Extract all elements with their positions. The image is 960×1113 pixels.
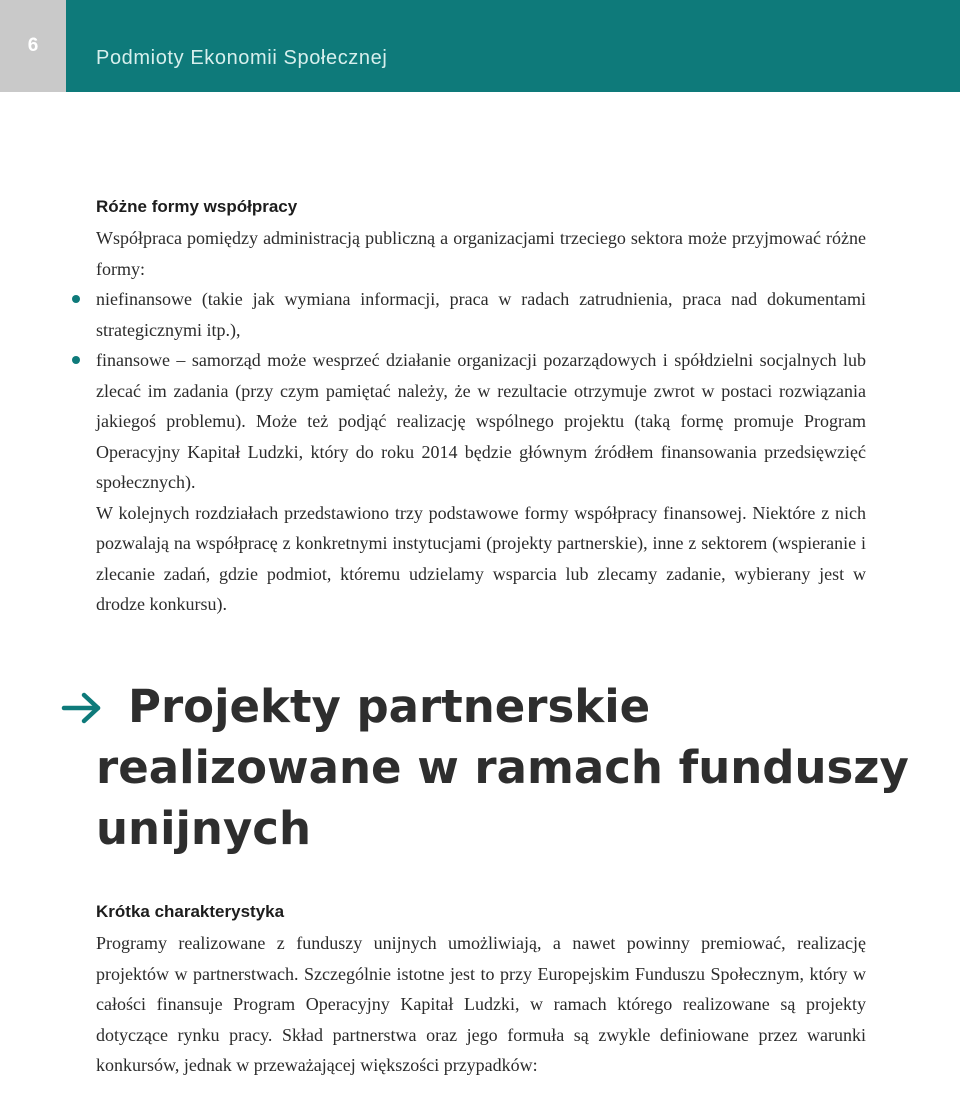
running-title: Podmioty Ekonomii Społecznej (96, 47, 388, 69)
list-item (96, 284, 866, 345)
heading-line-2: realizowane w ramach funduszy (96, 741, 909, 794)
list-item-text: finansowe – samorząd może wesprzeć działanie organizacji pozarządowych i spółdzielni socjalnych lub zlecać im zadania (przy czym pamiętać należy, że w rezultacie otrzymuje zwrot w postaci rozwiązania jakiegoś problemu). Może też podjąć realizację wspólnego projektu (taką formę promuje Program Operacyjny Kapitał Ludzki, który do roku 2014 będzie głównym źródłem finansowania przedsięwzięć społecznych). (96, 350, 866, 492)
closing-paragraph: W kolejnych rozdziałach przedstawiono trzy podstawowe formy współpracy finansowej. Niektóre z nich pozwalają na współpracę z konkretnymi instytucjami (projekty partnerskie), inne z sektorem (wspieranie i zlecanie zadań, gdzie podmiot, któremu udzielamy wsparcia lub zlecamy zadanie, wybierany jest w drodze konkursu). (96, 502, 866, 614)
page-number: 6 (0, 0, 66, 92)
list-item (96, 345, 866, 498)
subheading-short-description: Krótka charakterystyka (96, 902, 285, 921)
section-heading (96, 676, 909, 859)
list-item-text: niefinansowe (takie jak wymiana informacji, praca w radach zatrudnienia, praca nad dokumentami strategicznymi itp.), (96, 289, 866, 340)
description-paragraph: Programy realizowane z funduszy unijnych umożliwiają, a nawet powinny premiować, realizację projektów w partnerstwach. Szczególnie istotne jest to przy Europejskim Funduszu Społecznym, który w całości finansuje Program Operacyjny Kapitał Ludzki, w ramach którego realizowane są projekty dotyczące rynku pracy. Skład partnerstwa oraz jego formuła są zwykle definiowane przez warunki konkursów, jednak w przeważającej większości przypadków: (96, 933, 866, 1075)
section-cooperation-forms (96, 197, 866, 620)
header-bar (0, 0, 960, 92)
heading-line-1: Projekty partnerskie (128, 680, 651, 733)
bullet-icon (72, 295, 80, 303)
intro-paragraph: Współpraca pomiędzy administracją publiczną a organizacjami trzeciego sektora może przyjmować różne formy: (96, 228, 866, 279)
section-short-description (96, 902, 866, 1081)
forms-list (96, 284, 866, 498)
subheading-cooperation-forms: Różne formy współpracy (96, 197, 298, 216)
bullet-icon (72, 356, 80, 364)
heading-line-3: unijnych (96, 802, 312, 855)
